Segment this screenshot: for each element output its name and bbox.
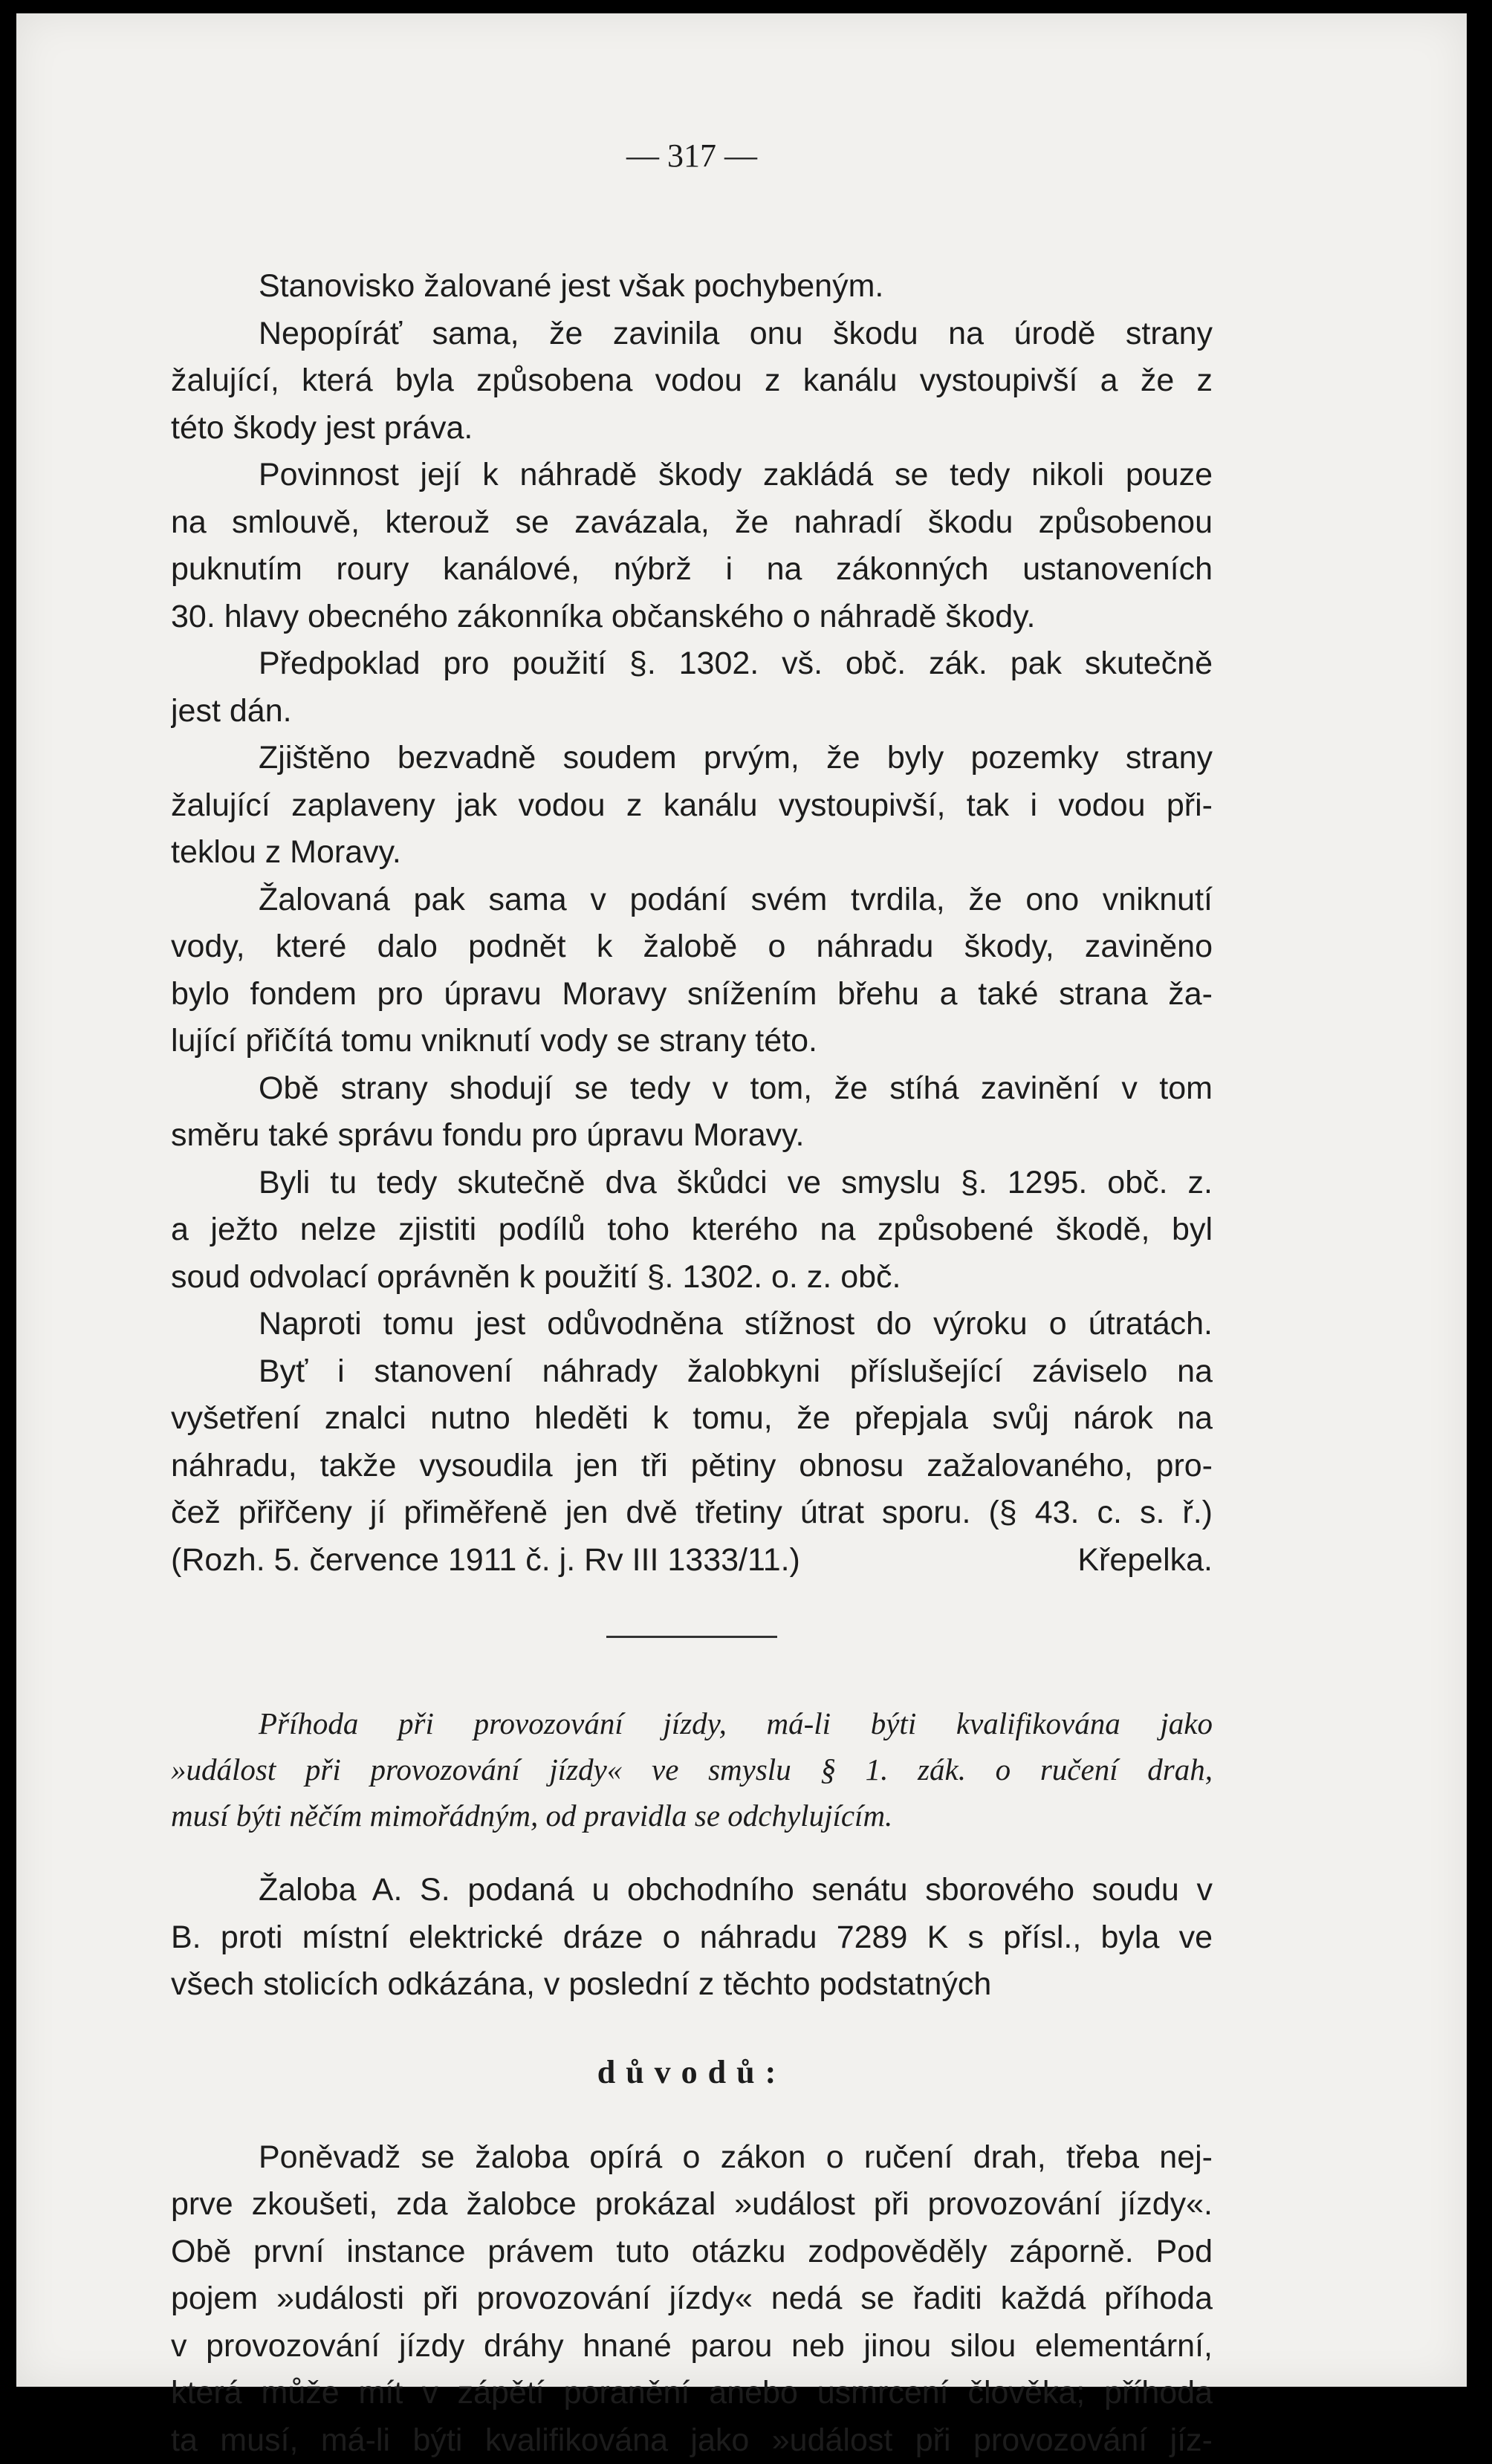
text-line: náhradu, takže vysoudila jen tři pětiny obnosu zažalovaného, pro-	[171, 1443, 1213, 1490]
section-divider	[606, 1636, 777, 1638]
text-line: bylo fondem pro úpravu Moravy snížením břehu a také strana ža-	[171, 971, 1213, 1018]
text-line: Zjištěno bezvadně soudem prvým, že byly pozemky strany	[171, 735, 1213, 782]
text-line: všech stolicích odkázána, v poslední z těchto podstatných	[171, 1961, 1213, 2009]
text-line: B. proti místní elektrické dráze o náhradu 7289 K s přísl., byla ve	[171, 1914, 1213, 1962]
text-line: čež přiřčeny jí přiměřeně jen dvě třetiny útrat sporu. (§ 43. c. s. ř.)	[171, 1489, 1213, 1537]
text-line: na smlouvě, kterouž se zavázala, že nahradí škodu způsobenou	[171, 499, 1213, 547]
text-line: Stanovisko žalované jest však pochybeným.	[171, 263, 1213, 311]
text-line: vyšetření znalci nutno hleděti k tomu, že přepjala svůj nárok na	[171, 1395, 1213, 1443]
text-line: lující přičítá tomu vniknutí vody se strany této.	[171, 1018, 1213, 1065]
text-line: směru také správu fondu pro úpravu Moravy.	[171, 1112, 1213, 1160]
text-line: teklou z Moravy.	[171, 829, 1213, 877]
text-line: Předpoklad pro použití §. 1302. vš. obč. zák. pak skutečně	[171, 640, 1213, 688]
reporter-name: Křepelka.	[1077, 1537, 1213, 1584]
text-line: Byli tu tedy skutečně dva škůdci ve smyslu §. 1295. obč. z.	[171, 1160, 1213, 1207]
text-line: Žalovaná pak sama v podání svém tvrdila, že ono vniknutí	[171, 877, 1213, 924]
decision-reference: (Rozh. 5. července 1911 č. j. Rv III 1333/11.)	[171, 1537, 800, 1584]
text-line: žalující zaplaveny jak vodou z kanálu vystoupivší, tak i vodou při-	[171, 782, 1213, 830]
text-line: jest dán.	[171, 688, 1213, 735]
text-line: Žaloba A. S. podaná u obchodního senátu sborového soudu v	[171, 1867, 1213, 1914]
headnote	[171, 1700, 1213, 1839]
text-line: Povinnost její k náhradě škody zakládá se tedy nikoli pouze	[171, 452, 1213, 499]
text-line: této škody jest práva.	[171, 405, 1213, 452]
reasons-text	[171, 2134, 1213, 2464]
text-line: ta musí, má-li býti kvalifikována jako »událost při provozování jíz-	[171, 2417, 1213, 2464]
text-line: puknutím roury kanálové, nýbrž i na zákonných ustanoveních	[171, 546, 1213, 594]
document-page	[171, 134, 1213, 2464]
text-line: pojem »události při provozování jízdy« nedá se řaditi každá příhoda	[171, 2275, 1213, 2323]
text-line: Poněvadž se žaloba opírá o zákon o ručení drah, třeba nej-	[171, 2134, 1213, 2182]
headnote-line: musí býti něčím mimořádným, od pravidla se odchylujícím.	[171, 1792, 1213, 1839]
citation-line	[171, 1537, 1213, 1584]
case-intro	[171, 1867, 1213, 2009]
text-line: Naproti tomu jest odůvodněna stížnost do výroku o útratách.	[171, 1301, 1213, 1348]
text-line: Nepopíráť sama, že zavinila onu škodu na úrodě strany	[171, 311, 1213, 358]
text-line: vody, které dalo podnět k žalobě o náhradu škody, zaviněno	[171, 923, 1213, 971]
text-line: prve zkoušeti, zda žalobce prokázal »událost při provozování jízdy«.	[171, 2181, 1213, 2229]
text-line: žalující, která byla způsobena vodou z kanálu vystoupivší a že z	[171, 357, 1213, 405]
text-line: 30. hlavy obecného zákonníka občanského o náhradě škody.	[171, 594, 1213, 641]
text-line: soud odvolací oprávněn k použití §. 1302. o. z. obč.	[171, 1254, 1213, 1301]
headnote-line: »událost při provozování jízdy« ve smyslu § 1. zák. o ručení drah,	[171, 1746, 1213, 1792]
text-line: která může mít v zápětí poranění anebo usmrcení člověka; příhoda	[171, 2370, 1213, 2417]
section-title-reasons: důvodů:	[171, 2049, 1213, 2096]
text-line: a ježto nelze zjistiti podílů toho kterého na způsobené škodě, byl	[171, 1206, 1213, 1254]
text-line: v provozování jízdy dráhy hnané parou neb jinou silou elementární,	[171, 2323, 1213, 2370]
page-number: — 317 —	[171, 134, 1213, 201]
headnote-line: Příhoda při provozování jízdy, má-li býti kvalifikována jako	[171, 1700, 1213, 1746]
text-line: Byť i stanovení náhrady žalobkyni příslušející záviselo na	[171, 1348, 1213, 1396]
decision-text	[171, 263, 1213, 1537]
text-line: Obě strany shodují se tedy v tom, že stíhá zavinění v tom	[171, 1065, 1213, 1113]
text-line: Obě první instance právem tuto otázku zodpověděly záporně. Pod	[171, 2229, 1213, 2276]
